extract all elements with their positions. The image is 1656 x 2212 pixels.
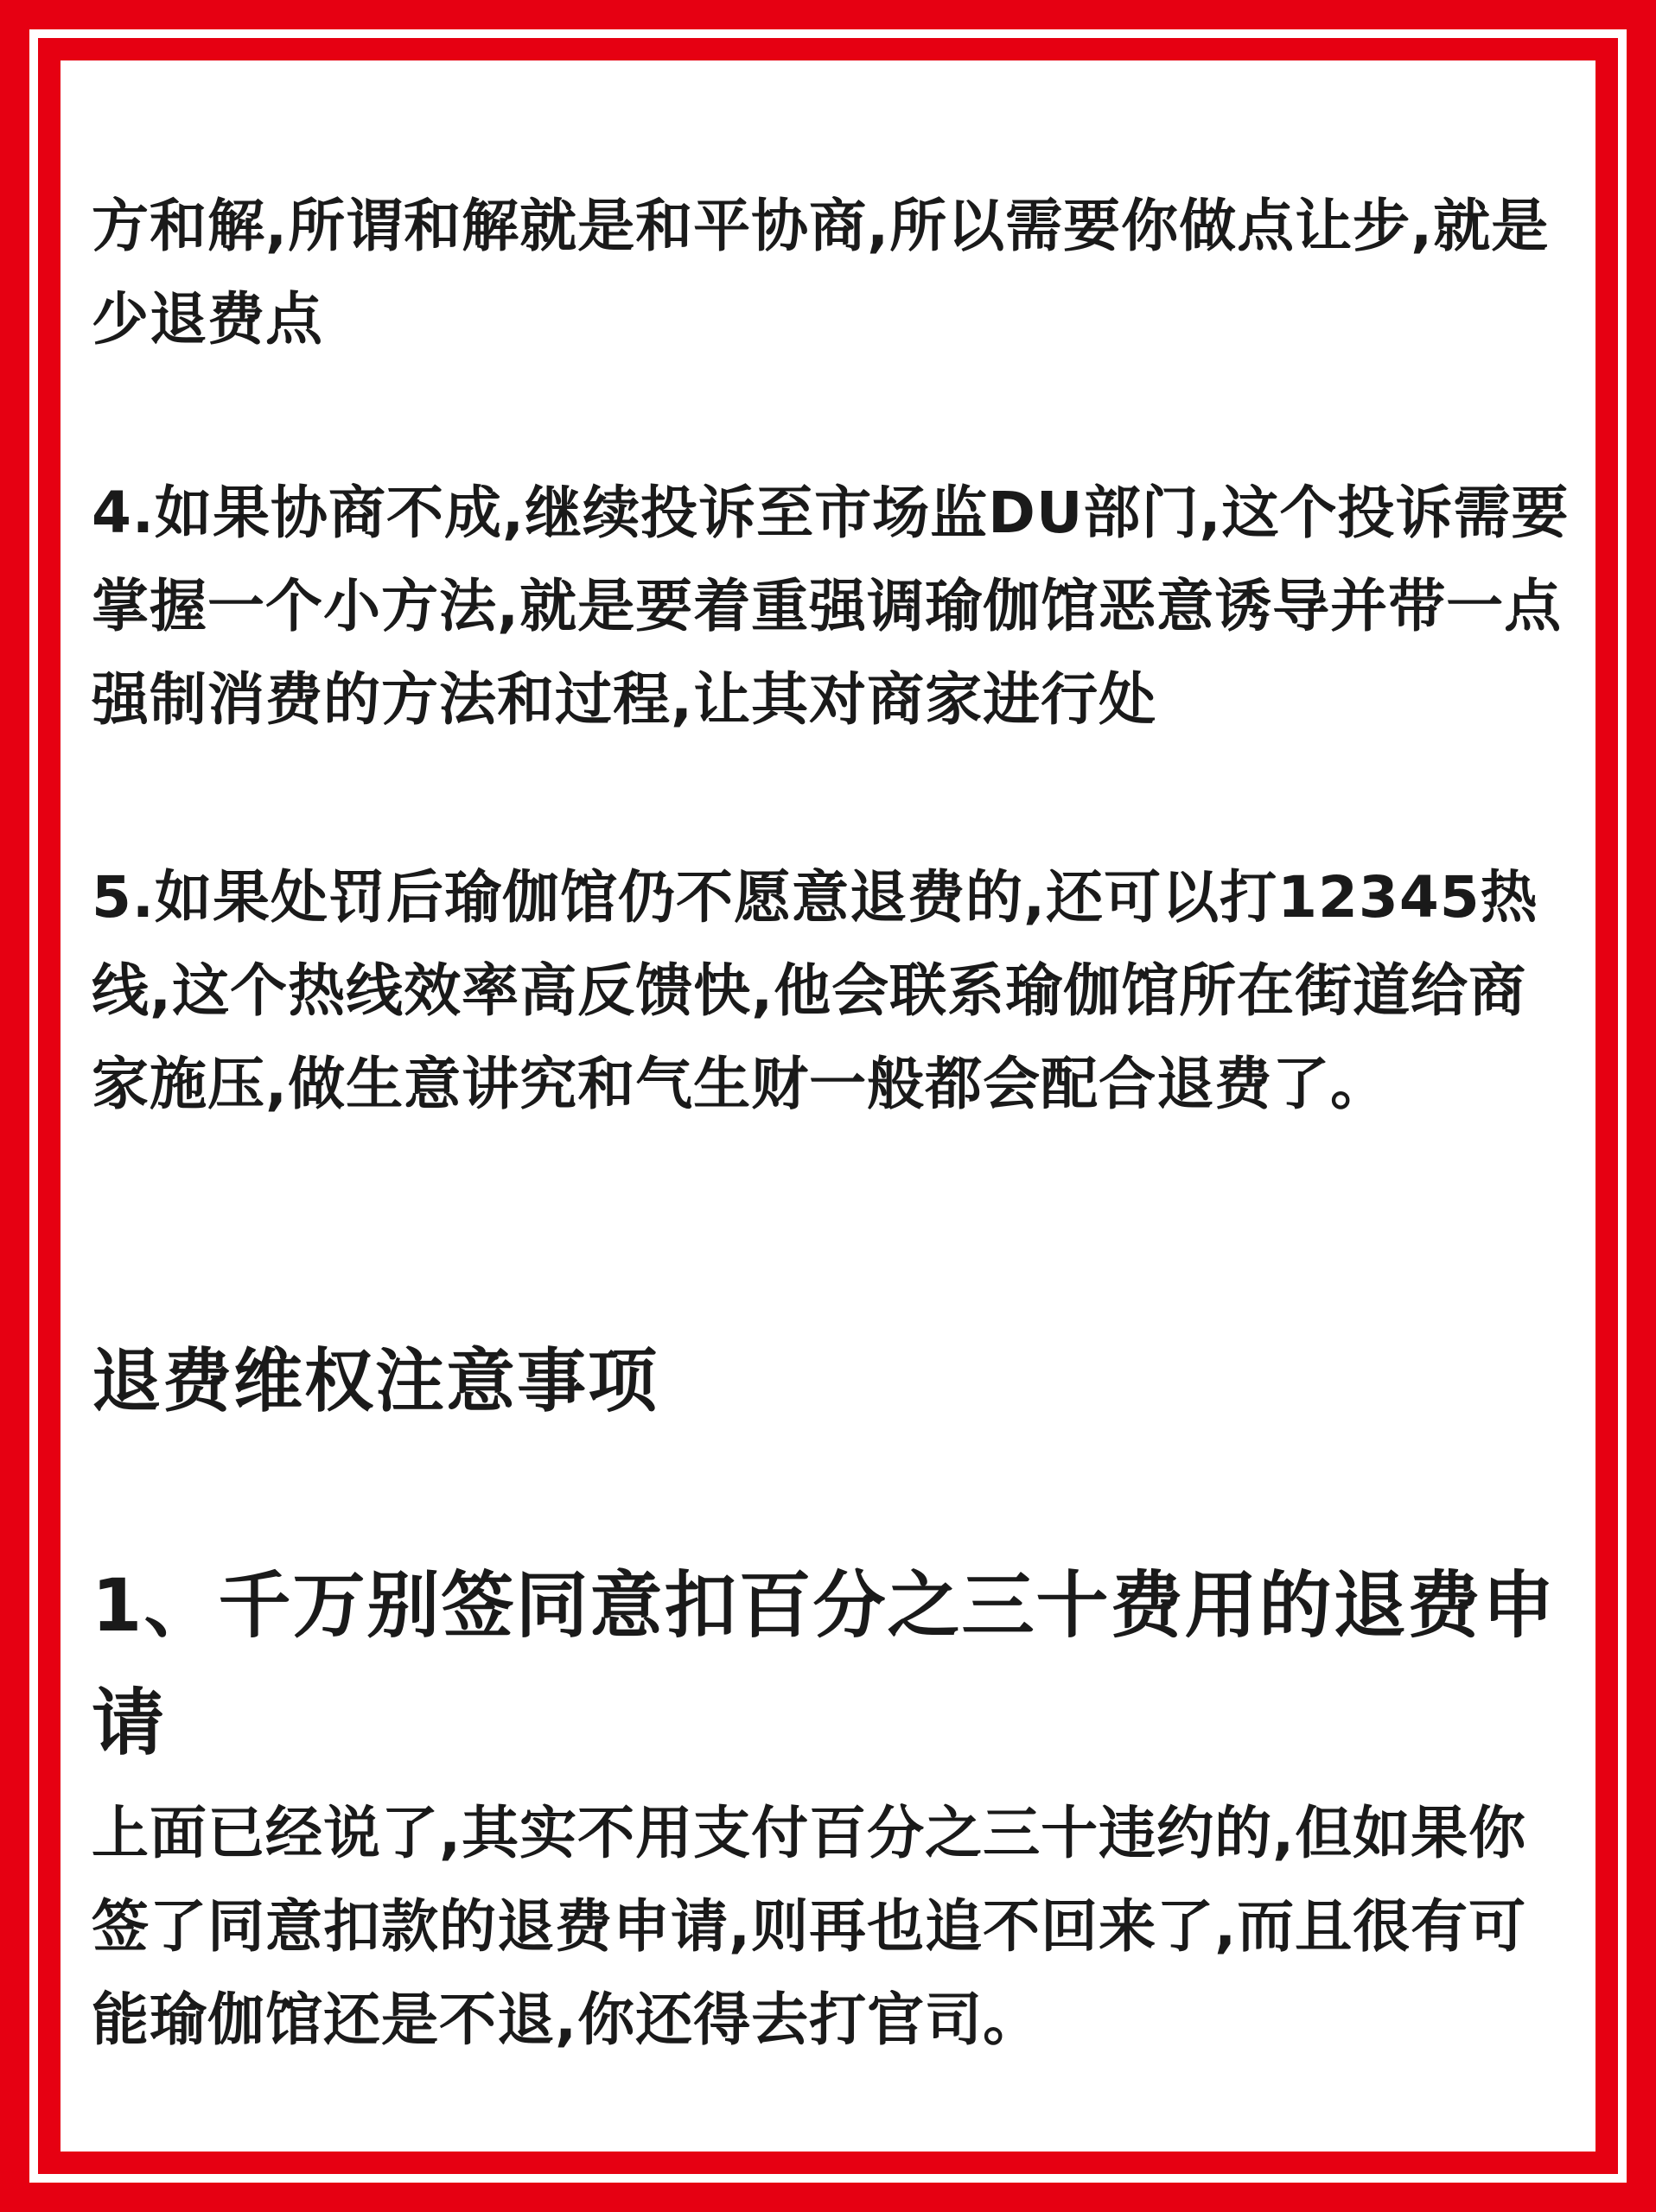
item-1-body: 上面已经说了,其实不用支付百分之三十违约的,但如果你签了同意扣款的退费申请,则再也追不回来了,而且很有可能瑜伽馆还是不退,你还得去打官司。 — [92, 1800, 1527, 2053]
item-1-heading: 1、千万别签同意扣百分之三十费用的退费申请 — [92, 1563, 1557, 1765]
paragraph-step-5-hotline: 5.如果处罚后瑜伽馆仍不愿意退费的,还可以打12345热线,这个热线效率高反馈快,他会联系瑜伽馆所在街道给商家施压,做生意讲究和气生财一般都会配合退费了。 — [92, 864, 1538, 1117]
paragraph-reconciliation: 方和解,所谓和解就是和平协商,所以需要你做点让步,就是少退费点 — [92, 193, 1550, 353]
section-heading-notes: 退费维权注意事项 — [92, 1341, 659, 1421]
content-page — [61, 60, 1595, 2152]
paragraph-step-4-complaint: 4.如果协商不成,继续投诉至市场监DU部门,这个投诉需要掌握一个小方法,就是要着重强调瑜伽馆恶意诱导并带一点强制消费的方法和过程,让其对商家进行处 — [92, 480, 1570, 733]
